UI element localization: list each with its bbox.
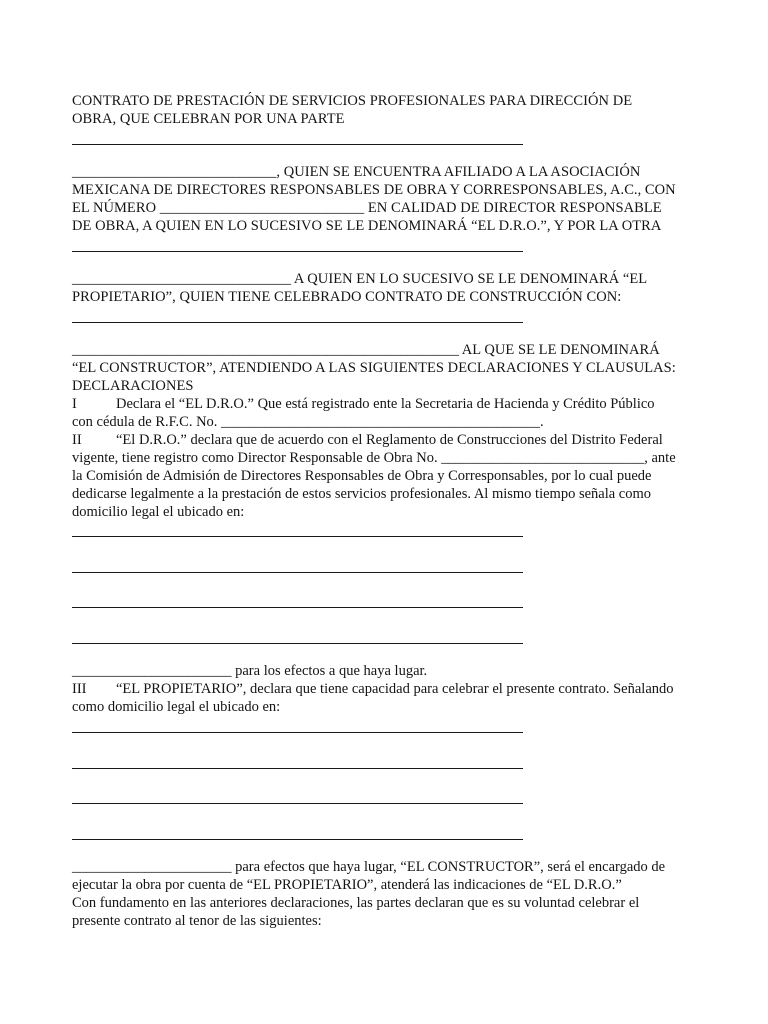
declaration-3-text: “EL PROPIETARIO”, declara que tiene capacidad para celebrar el presente contrato. Señalando (116, 681, 674, 697)
declaration-2-line-6: ______________________ para los efectos a que haya lugar. (72, 663, 428, 679)
declaration-1-text: Declara el “EL D.R.O.” Que está registrado ente la Secretaria de Hacienda y Crédito Público (116, 396, 655, 412)
closing-line-1: ______________________ para efectos que haya lugar, “EL CONSTRUCTOR”, será el encargado de (72, 859, 666, 875)
declaraciones-heading: DECLARACIONES (72, 378, 194, 394)
blank-line-address-3 (72, 607, 523, 608)
declaration-3-line-1 (72, 680, 674, 698)
blank-line-address-4 (72, 643, 523, 644)
blank-line-address-5 (72, 732, 523, 733)
contract-title-line-2: OBRA, QUE CELEBRAN POR UNA PARTE (72, 111, 345, 127)
declaration-2-line-5: domicilio legal el ubicado en: (72, 504, 245, 520)
declaration-1-line-1 (72, 395, 655, 413)
closing-line-2: ejecutar la obra por cuenta de “EL PROPIETARIO”, atenderá las indicaciones de “EL D.R.O.” (72, 877, 622, 893)
declaration-2-text: “El D.R.O.” declara que de acuerdo con el Reglamento de Construcciones del Distrito Federal (116, 432, 663, 448)
owner-paragraph-line-1: ______________________________ A QUIEN EN LO SUCESIVO SE LE DENOMINARÁ “EL (72, 271, 648, 287)
dro-paragraph-line-2: MEXICANA DE DIRECTORES RESPONSABLES DE OBRA Y CORRESPONSABLES, A.C., CON (72, 182, 676, 198)
blank-line-address-6 (72, 768, 523, 769)
declaration-1-number: I (72, 396, 77, 412)
closing-line-3: Con fundamento en las anteriores declaraciones, las partes declaran que es su voluntad celebrar el (72, 895, 640, 911)
declaration-2-line-4: dedicarse legalmente a la prestación de estos servicios profesionales. Al mismo tiempo señala como (72, 486, 652, 502)
declaration-2-line-2: vigente, tiene registro como Director Responsable de Obra No. ____________________________, ante (72, 450, 676, 466)
blank-line-address-7 (72, 803, 523, 804)
blank-line-address-1 (72, 536, 523, 537)
declaration-1-line-2: con cédula de R.F.C. No. ____________________________________________. (72, 414, 544, 430)
owner-paragraph-line-2: PROPIETARIO”, QUIEN TIENE CELEBRADO CONTRATO DE CONSTRUCCIÓN CON: (72, 289, 622, 305)
builder-paragraph-line-1: _____________________________________________________ AL QUE SE LE DENOMINARÁ (72, 342, 660, 358)
blank-line-address-8 (72, 839, 523, 840)
blank-line-party-3 (72, 322, 523, 323)
declaration-2-number: II (72, 432, 82, 448)
contract-title-line-1: CONTRATO DE PRESTACIÓN DE SERVICIOS PROFESIONALES PARA DIRECCIÓN DE (72, 93, 633, 109)
dro-paragraph-line-3: EL NÚMERO ____________________________ EN CALIDAD DE DIRECTOR RESPONSABLE (72, 200, 662, 216)
builder-paragraph-line-2: “EL CONSTRUCTOR”, ATENDIENDO A LAS SIGUIENTES DECLARACIONES Y CLAUSULAS: (72, 360, 676, 376)
dro-paragraph-line-1: ____________________________, QUIEN SE ENCUENTRA AFILIADO A LA ASOCIACIÓN (72, 164, 641, 180)
declaration-2-line-1 (72, 431, 663, 449)
blank-line-party-1 (72, 144, 523, 145)
closing-line-4: presente contrato al tenor de las siguientes: (72, 913, 322, 929)
blank-line-address-2 (72, 572, 523, 573)
blank-line-party-2 (72, 251, 523, 252)
declaration-3-number: III (72, 681, 87, 697)
dro-paragraph-line-4: DE OBRA, A QUIEN EN LO SUCESIVO SE LE DENOMINARÁ “EL D.R.O.”, Y POR LA OTRA (72, 218, 662, 234)
declaration-3-line-2: como domicilio legal el ubicado en: (72, 699, 281, 715)
declaration-2-line-3: la Comisión de Admisión de Directores Responsables de Obra y Corresponsables, por lo cual puede (72, 468, 652, 484)
